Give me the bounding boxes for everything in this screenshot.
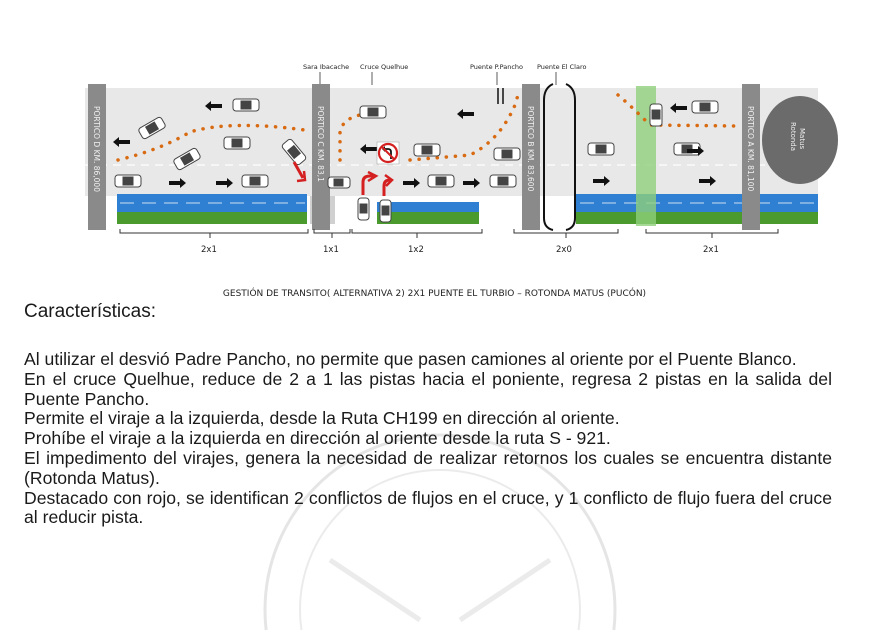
paragraph: Al utilizar el desvió Padre Pancho, no permite que pasen camiones al oriente por el Puente Blanco. (24, 349, 797, 369)
no-left-turn-sign (377, 142, 399, 164)
segment-label-4: 2x0 (556, 245, 572, 255)
label-cruce-quelhue: Cruce Quelhue (360, 63, 409, 71)
segment-brackets (120, 229, 778, 238)
paragraph: Prohíbe el viraje a la izquierda en dirección al oriente desde la ruta S - 921. (24, 428, 611, 449)
characteristics-text (24, 350, 832, 528)
paragraph: Destacado con rojo, se identifican 2 conflictos de flujos en el cruce, y 1 conflicto de flujo fuera del cruce al reducir pista. (24, 487, 832, 528)
figure-caption: GESTIÓN DE TRANSITO( ALTERNATIVA 2) 2X1 PUENTE EL TURBIO – ROTONDA MATUS (PUCÓN) (222, 289, 647, 299)
label-sara-ibacache: Sara Ibacache (303, 63, 350, 71)
rotonda-label: Rotonda (789, 122, 797, 152)
portico-a-label: PORTICO A KM. 81,100 (746, 106, 755, 192)
segment-label-1: 2x1 (201, 245, 217, 255)
rotonda-label-2: Matus (798, 128, 806, 150)
segment-label-5: 2x1 (703, 245, 719, 255)
paragraph: Permite el viraje a la izquierda, desde la Ruta CH199 en dirección al oriente. (24, 408, 620, 429)
paragraph: En el cruce Quelhue, reduce de 2 a 1 las pistas hacia el poniente, regresa 2 pistas en la salida del Puente Pancho. (24, 368, 832, 409)
portico-d-label: PORTICO D KM. 86,000 (92, 106, 101, 192)
segment-label-2: 1x1 (323, 245, 339, 255)
portico-c-label: PORTICO C KM. 83,1 (316, 106, 325, 182)
portico-b-label: PORTICO B KM. 83,600 (526, 106, 535, 192)
label-puente-el-claro: Puente El Claro (537, 63, 587, 71)
traffic-diagram (0, 0, 869, 290)
label-puente-p-pancho: Puente P.Pancho (470, 63, 524, 71)
section-heading: Características: (24, 301, 156, 322)
paragraph: El impedimento del virajes, genera la necesidad de realizar retornos los cuales se encuentra distante (Rotonda Matus). (24, 447, 832, 488)
grass-strip (117, 212, 307, 224)
segment-label-3: 1x2 (408, 245, 424, 255)
